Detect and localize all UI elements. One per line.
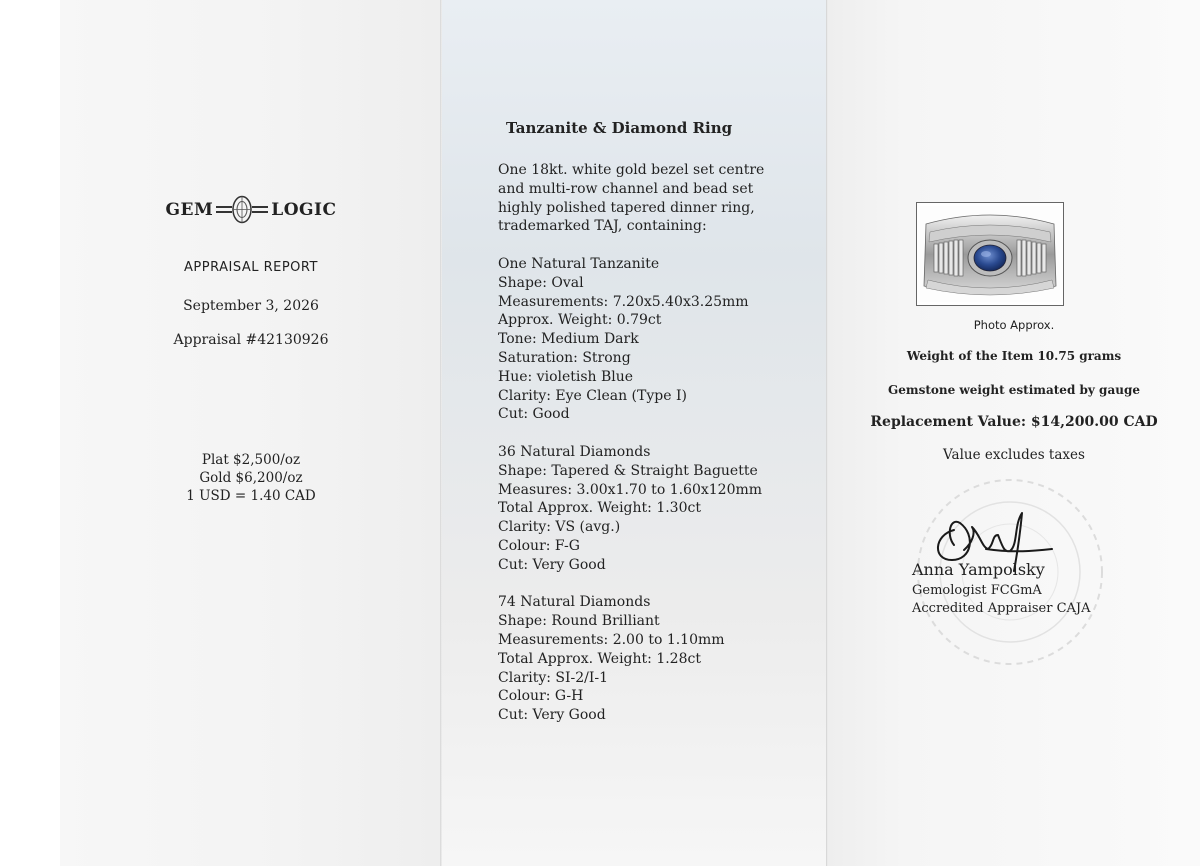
detail-line: Measures: 3.00x1.70 to 1.60x120mm <box>498 481 763 498</box>
platinum-rate: Plat $2,500/oz <box>201 452 301 468</box>
appraiser-accreditation: Accredited Appraiser CAJA <box>912 601 1091 616</box>
detail-line: Cut: Good <box>498 406 570 423</box>
report-date: September 3, 2026 <box>183 298 319 314</box>
appraisal-number: Appraisal #42130926 <box>173 332 329 348</box>
ring-photo-frame <box>916 202 1064 306</box>
appraiser-name: Anna Yampolsky <box>912 560 1045 579</box>
gemstone-weight-note: Gemstone weight estimated by gauge <box>888 383 1140 397</box>
gem-logic-logo <box>60 195 442 225</box>
detail-line: Shape: Oval <box>498 274 584 291</box>
detail-line: Colour: F-G <box>498 537 580 554</box>
detail-line: Approx. Weight: 0.79ct <box>498 312 662 329</box>
detail-line: Cut: Very Good <box>498 707 606 724</box>
report-title: APPRAISAL REPORT <box>184 260 318 275</box>
item-title: Tanzanite & Diamond Ring <box>506 119 733 137</box>
diamond-logo-icon <box>216 195 268 225</box>
exchange-rate: 1 USD = 1.40 CAD <box>186 488 316 504</box>
detail-line: 36 Natural Diamonds <box>498 443 651 460</box>
tanzanite-details <box>498 255 818 424</box>
description-line: trademarked TAJ, containing: <box>498 218 707 235</box>
detail-line: Colour: G-H <box>498 688 584 705</box>
detail-line: Measurements: 7.20x5.40x3.25mm <box>498 293 749 310</box>
round-diamond-details <box>498 593 818 725</box>
detail-line: Measurements: 2.00 to 1.10mm <box>498 631 725 648</box>
description-line: One 18kt. white gold bezel set centre <box>498 162 765 178</box>
detail-line: 74 Natural Diamonds <box>498 594 651 611</box>
gold-rate: Gold $6,200/oz <box>199 470 303 486</box>
logo-text-logic: LOGIC <box>271 200 337 220</box>
baguette-diamond-details <box>498 443 818 575</box>
detail-line: Hue: violetish Blue <box>498 368 634 385</box>
detail-line: Clarity: Eye Clean (Type I) <box>498 387 687 404</box>
detail-line: Clarity: SI-2/I-1 <box>498 669 609 686</box>
detail-line: Cut: Very Good <box>498 556 606 573</box>
tax-note: Value excludes taxes <box>943 447 1085 463</box>
item-weight: Weight of the Item 10.75 grams <box>906 349 1122 363</box>
middle-panel <box>442 0 828 866</box>
right-panel <box>828 0 1200 866</box>
detail-line: Shape: Round Brilliant <box>498 613 660 630</box>
metal-rates <box>60 451 442 505</box>
description-line: and multi-row channel and bead set <box>498 180 754 197</box>
detail-line: Shape: Tapered & Straight Baguette <box>498 462 758 479</box>
ring-photo <box>920 206 1060 302</box>
detail-line: Saturation: Strong <box>498 349 631 366</box>
detail-line: One Natural Tanzanite <box>498 255 660 272</box>
detail-line: Total Approx. Weight: 1.30ct <box>498 500 701 517</box>
item-details <box>498 161 818 744</box>
detail-line: Clarity: VS (avg.) <box>498 519 621 536</box>
detail-line: Tone: Medium Dark <box>498 331 639 348</box>
replacement-value: Replacement Value: $14,200.00 CAD <box>870 414 1158 430</box>
appraiser-title: Gemologist FCGmA <box>912 583 1042 598</box>
photo-caption: Photo Approx. <box>973 318 1055 332</box>
appraiser-credentials <box>912 582 1091 618</box>
left-panel <box>60 0 442 866</box>
detail-line: Total Approx. Weight: 1.28ct <box>498 650 701 667</box>
logo-text-gem: GEM <box>165 200 214 220</box>
item-description <box>498 161 818 236</box>
description-line: highly polished tapered dinner ring, <box>498 199 755 216</box>
